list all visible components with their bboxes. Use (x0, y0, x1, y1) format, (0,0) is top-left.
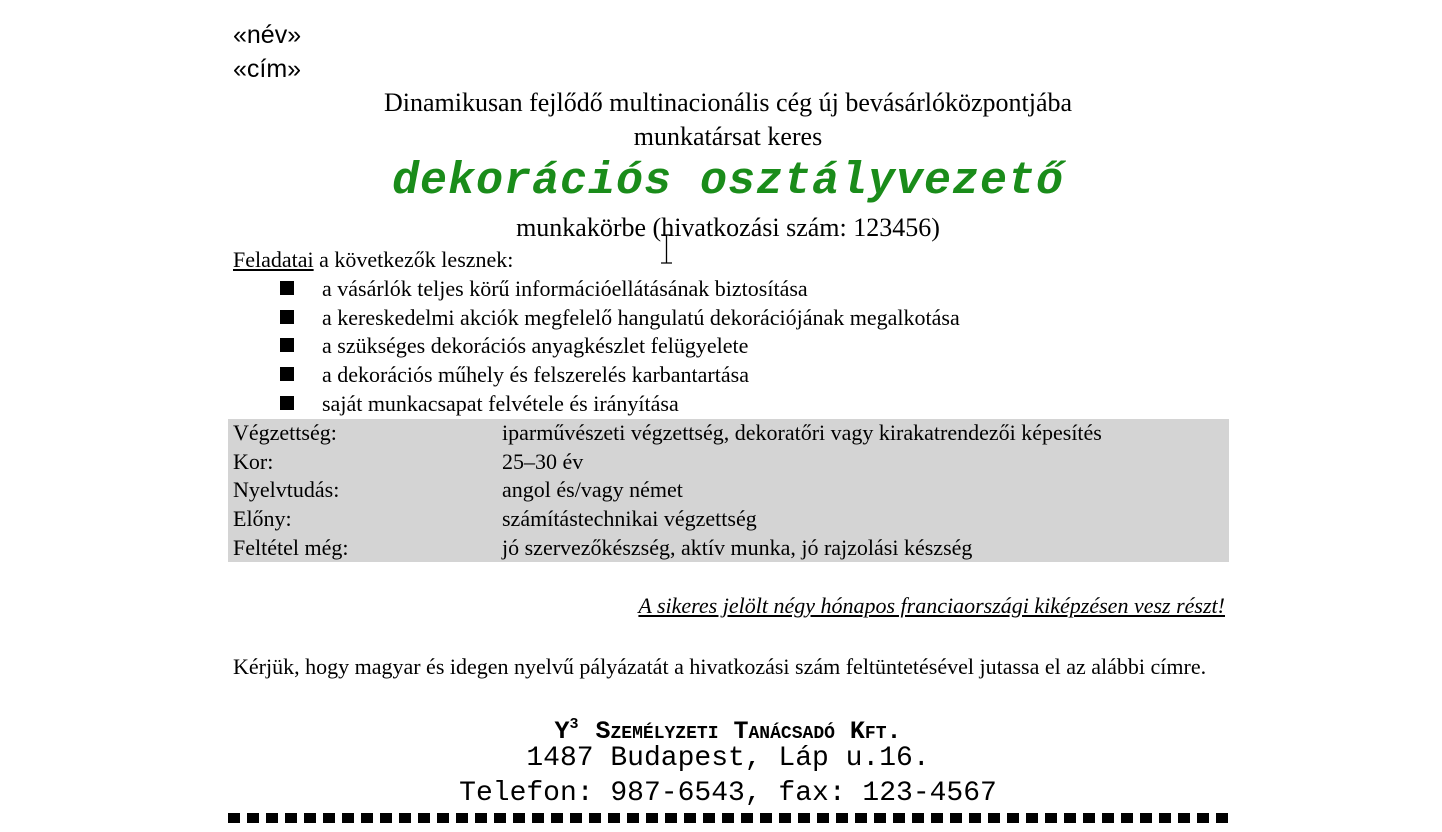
requirement-row (233, 476, 683, 504)
task-item: a dekorációs műhely és felszerelés karbantartása (280, 361, 749, 389)
requirement-row (233, 448, 584, 476)
square-bullet-icon (280, 396, 294, 410)
text-cursor-icon (660, 234, 673, 264)
requirement-row (233, 505, 757, 533)
job-title: dekorációs osztályvezető (391, 156, 1065, 207)
square-bullet-icon (280, 338, 294, 352)
square-bullet-icon (280, 310, 294, 324)
application-request: Kérjük, hogy magyar és idegen nyelvű pályázatát a hivatkozási szám feltüntetésével jutassa el az alábbi címre. (233, 654, 1207, 679)
task-item: a kereskedelmi akciók megfelelő hangulatú dekorációjának megalkotása (280, 304, 960, 332)
requirement-value: angol és/vagy német (502, 477, 683, 502)
requirement-label: Előny: (233, 506, 292, 531)
intro-line-2: munkatársat keres (633, 122, 823, 151)
requirement-value: számítástechnikai végzettség (502, 506, 757, 531)
requirement-row (233, 534, 973, 562)
position-line: munkakörbe (hivatkozási szám: 123456) (516, 213, 940, 242)
square-bullet-icon (280, 281, 294, 295)
task-item: a szükséges dekorációs anyagkészlet felügyelete (280, 332, 748, 360)
task-item: a vásárlók teljes körű információellátásának biztosítása (280, 275, 808, 303)
merge-field-address: «cím» (233, 55, 302, 83)
requirement-label: Feltétel még: (233, 535, 349, 560)
square-bullet-icon (280, 367, 294, 381)
requirement-label: Nyelvtudás: (233, 477, 340, 502)
tasks-intro-rest: a következők lesznek: (313, 247, 514, 272)
requirements-table (228, 419, 1229, 562)
merge-field-name: «név» (233, 21, 302, 49)
highlight-note: A sikeres jelölt négy hónapos franciaországi kiképzésen vesz részt! (638, 593, 1225, 618)
tasks-intro-underlined: Feladatai (233, 247, 314, 272)
company-address: 1487 Budapest, Láp u.16. (526, 743, 930, 774)
task-item: saját munkacsapat felvétele és irányítása (280, 390, 679, 418)
requirement-label: Végzettség: (233, 420, 337, 445)
dashed-border-line (228, 813, 1229, 823)
tasks-intro (233, 246, 513, 274)
company-name: $Y^3$ Személyzeti Tanácsadó Kft. (554, 716, 902, 746)
requirement-label: Kor: (233, 449, 274, 474)
company-phone: Telefon: 987-6543, fax: 123-4567 (459, 778, 997, 809)
requirement-row (233, 419, 1102, 447)
requirement-value: iparművészeti végzettség, dekoratőri vagy kirakatrendezői képesítés (502, 420, 1102, 445)
intro-line-1: Dinamikusan fejlődő multinacionális cég új bevásárlóközpontjába (383, 88, 1073, 117)
requirement-value: 25–30 év (502, 449, 584, 474)
requirement-value: jó szervezőkészség, aktív munka, jó rajzolási készség (502, 535, 973, 560)
